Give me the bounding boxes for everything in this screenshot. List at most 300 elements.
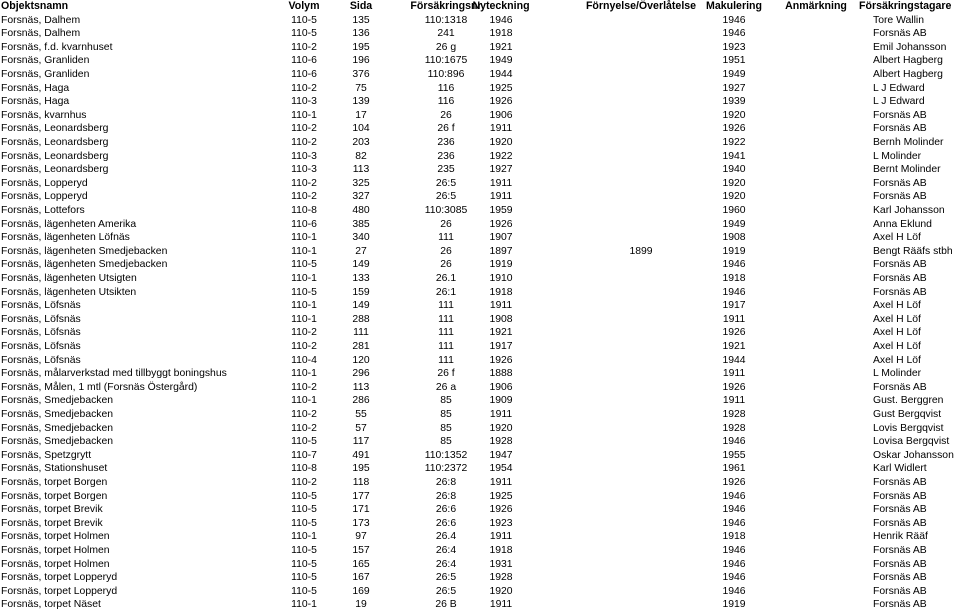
cell-forsakringstagare: Tore Wallin xyxy=(873,14,925,26)
table-row xyxy=(0,54,960,68)
cell-objektsnamn: Forsnäs, Leonardsberg xyxy=(1,150,109,162)
table-row xyxy=(0,136,960,150)
cell-forsakringsnr: 26:6 xyxy=(435,504,457,516)
cell-volym: 110-3 xyxy=(291,150,317,162)
cell-forsakringsnr: 26:5 xyxy=(435,585,457,597)
cell-objektsnamn: Forsnäs, lägenheten Löfnäs xyxy=(1,232,130,244)
cell-makulering: 1920 xyxy=(722,109,746,121)
cell-forsakringstagare: Karl Widlert xyxy=(873,463,927,475)
cell-sida: 97 xyxy=(355,531,367,543)
cell-forsakringstagare: Axel H Löf xyxy=(873,313,921,325)
cell-nyteckning: 1926 xyxy=(489,354,513,366)
cell-nyteckning: 1906 xyxy=(489,109,513,121)
cell-nyteckning: 1888 xyxy=(489,368,513,380)
cell-makulering: 1951 xyxy=(722,55,746,67)
cell-volym: 110-1 xyxy=(291,300,317,312)
cell-nyteckning: 1928 xyxy=(489,436,513,448)
cell-forsakringsnr: 26:8 xyxy=(435,490,457,502)
cell-makulering: 1941 xyxy=(722,150,746,162)
cell-forsakringsnr: 26.1 xyxy=(435,273,457,284)
cell-volym: 110-8 xyxy=(291,205,317,216)
cell-volym: 110-2 xyxy=(291,477,317,488)
cell-sida: 27 xyxy=(355,245,367,257)
cell-nyteckning: 1897 xyxy=(489,245,513,257)
cell-forsakringsnr: 116 xyxy=(437,82,455,94)
cell-sida: 173 xyxy=(352,517,370,529)
table-row xyxy=(0,286,960,300)
cell-makulering: 1922 xyxy=(722,137,746,148)
cell-forsakringstagare: Forsnäs AB xyxy=(873,123,927,135)
cell-volym: 110-6 xyxy=(291,55,317,67)
cell-forsakringstagare: Forsnäs AB xyxy=(873,191,927,203)
cell-forsakringsnr: 26 f xyxy=(437,368,455,380)
cell-forsakringsnr: 26:8 xyxy=(435,477,457,488)
cell-sida: 149 xyxy=(352,259,370,271)
cell-nyteckning: 1918 xyxy=(489,545,513,556)
cell-sida: 169 xyxy=(352,585,370,597)
cell-makulering: 1940 xyxy=(722,164,746,176)
cell-nyteckning: 1926 xyxy=(489,218,513,230)
cell-sida: 111 xyxy=(353,327,369,339)
cell-forsakringstagare: Gust. Berggren xyxy=(873,395,944,407)
cell-makulering: 1946 xyxy=(722,259,746,271)
cell-nyteckning: 1926 xyxy=(489,504,513,516)
cell-forsakringsnr: 111 xyxy=(438,232,454,244)
cell-forsakringstagare: Karl Johansson xyxy=(873,205,945,216)
cell-forsakringsnr: 235 xyxy=(437,164,455,176)
cell-forsakringstagare: Forsnäs AB xyxy=(873,477,927,488)
cell-volym: 110-4 xyxy=(291,354,317,366)
cell-volym: 110-1 xyxy=(291,245,317,257)
cell-makulering: 1918 xyxy=(722,531,746,543)
cell-volym: 110-2 xyxy=(291,123,317,135)
cell-sida: 296 xyxy=(352,368,370,380)
cell-makulering: 1921 xyxy=(722,341,746,352)
cell-volym: 110-5 xyxy=(291,259,317,271)
cell-forsakringsnr: 26:1 xyxy=(435,286,457,298)
table-row xyxy=(0,177,960,191)
cell-makulering: 1946 xyxy=(722,585,746,597)
cell-sida: 139 xyxy=(352,96,370,108)
cell-makulering: 1917 xyxy=(722,300,746,312)
cell-makulering: 1946 xyxy=(722,504,746,516)
table-row xyxy=(0,190,960,204)
cell-objektsnamn: Forsnäs, Leonardsberg xyxy=(1,137,109,148)
cell-makulering: 1926 xyxy=(722,327,746,339)
cell-sida: 340 xyxy=(352,232,370,244)
cell-forsakringsnr: 110:1675 xyxy=(424,55,468,67)
cell-nyteckning: 1923 xyxy=(489,517,513,529)
cell-forsakringstagare: Forsnäs AB xyxy=(873,490,927,502)
table-row xyxy=(0,95,960,109)
cell-forsakringsnr: 110:1318 xyxy=(424,14,468,26)
cell-volym: 110-2 xyxy=(291,327,317,339)
cell-sida: 104 xyxy=(352,123,370,135)
cell-forsakringsnr: 26:5 xyxy=(435,191,457,203)
header-sida: Sida xyxy=(349,0,373,12)
cell-nyteckning: 1921 xyxy=(489,41,513,53)
cell-forsakringsnr: 111 xyxy=(438,354,454,366)
cell-forsakringstagare: Forsnäs AB xyxy=(873,177,927,189)
cell-forsakringstagare: Forsnäs AB xyxy=(873,585,927,597)
cell-makulering: 1946 xyxy=(722,545,746,556)
cell-objektsnamn: Forsnäs, Lottefors xyxy=(1,205,85,216)
cell-nyteckning: 1907 xyxy=(489,232,513,244)
table-row xyxy=(0,517,960,531)
cell-forsakringsnr: 26 xyxy=(440,109,452,121)
cell-volym: 110-1 xyxy=(291,599,317,611)
cell-forsakringstagare: Emil Johansson xyxy=(873,41,947,53)
cell-nyteckning: 1954 xyxy=(489,463,513,475)
cell-sida: 286 xyxy=(352,395,370,407)
cell-volym: 110-1 xyxy=(291,395,317,407)
cell-forsakringstagare: Bernh Molinder xyxy=(873,137,944,148)
header-nyteckning: Nyteckning xyxy=(472,0,530,12)
cell-objektsnamn: Forsnäs, torpet Brevik xyxy=(1,517,103,529)
table-row xyxy=(0,68,960,82)
cell-nyteckning: 1917 xyxy=(489,341,513,352)
cell-sida: 327 xyxy=(352,191,370,203)
cell-makulering: 1926 xyxy=(722,477,746,488)
table-row xyxy=(0,462,960,476)
cell-objektsnamn: Forsnäs, kvarnhus xyxy=(1,109,87,121)
cell-makulering: 1926 xyxy=(722,123,746,135)
cell-volym: 110-2 xyxy=(291,422,317,434)
cell-objektsnamn: Forsnäs, torpet Näset xyxy=(1,599,101,611)
cell-forsakringstagare: Forsnäs AB xyxy=(873,28,927,40)
cell-forsakringstagare: Forsnäs AB xyxy=(873,109,927,121)
cell-makulering: 1946 xyxy=(722,28,746,40)
cell-volym: 110-5 xyxy=(291,558,317,570)
cell-fornyelse: 1899 xyxy=(629,245,653,257)
cell-sida: 288 xyxy=(352,313,370,325)
cell-forsakringstagare: Forsnäs AB xyxy=(873,286,927,298)
header-objektsnamn: Objektsnamn xyxy=(1,0,69,12)
cell-sida: 159 xyxy=(352,286,370,298)
cell-objektsnamn: Forsnäs, lägenheten Amerika xyxy=(1,218,137,230)
cell-volym: 110-5 xyxy=(291,517,317,529)
cell-makulering: 1949 xyxy=(722,218,746,230)
cell-makulering: 1939 xyxy=(722,96,746,108)
cell-forsakringstagare: Gust Bergqvist xyxy=(873,409,942,420)
cell-volym: 110-8 xyxy=(291,463,317,475)
cell-forsakringsnr: 26:4 xyxy=(435,545,457,556)
cell-nyteckning: 1959 xyxy=(489,205,513,216)
cell-nyteckning: 1918 xyxy=(489,28,513,40)
cell-sida: 167 xyxy=(352,572,370,584)
cell-forsakringstagare: Bengt Rääfs stbh xyxy=(873,245,953,257)
cell-nyteckning: 1947 xyxy=(489,449,513,461)
cell-sida: 17 xyxy=(355,109,367,121)
cell-nyteckning: 1944 xyxy=(489,69,513,80)
cell-forsakringstagare: L Molinder xyxy=(873,368,922,380)
cell-objektsnamn: Forsnäs, torpet Borgen xyxy=(1,477,108,488)
cell-forsakringstagare: Forsnäs AB xyxy=(873,504,927,516)
header-anmarkning: Anmärkning xyxy=(785,0,847,12)
cell-makulering: 1946 xyxy=(722,572,746,584)
cell-forsakringstagare: Forsnäs AB xyxy=(873,558,927,570)
cell-forsakringsnr: 116 xyxy=(437,96,455,108)
cell-makulering: 1961 xyxy=(722,463,746,475)
cell-volym: 110-5 xyxy=(291,585,317,597)
cell-objektsnamn: Forsnäs, Granliden xyxy=(1,69,90,80)
cell-sida: 376 xyxy=(352,69,370,80)
table-row xyxy=(0,367,960,381)
cell-objektsnamn: Forsnäs, f.d. kvarnhuset xyxy=(1,41,113,53)
cell-objektsnamn: Forsnäs, Leonardsberg xyxy=(1,164,109,176)
cell-nyteckning: 1928 xyxy=(489,572,513,584)
cell-forsakringsnr: 110:2372 xyxy=(424,463,468,475)
cell-sida: 113 xyxy=(352,381,370,393)
cell-forsakringstagare: Anna Eklund xyxy=(873,218,932,230)
cell-forsakringsnr: 111 xyxy=(438,300,454,312)
cell-objektsnamn: Forsnäs, torpet Holmen xyxy=(1,531,110,543)
cell-objektsnamn: Forsnäs, torpet Brevik xyxy=(1,504,103,516)
cell-objektsnamn: Forsnäs, Löfsnäs xyxy=(1,341,81,352)
cell-forsakringsnr: 85 xyxy=(440,395,452,407)
cell-forsakringsnr: 236 xyxy=(437,150,455,162)
cell-sida: 196 xyxy=(352,55,370,67)
cell-makulering: 1955 xyxy=(722,449,746,461)
table-row xyxy=(0,354,960,368)
cell-makulering: 1960 xyxy=(722,205,746,216)
cell-sida: 19 xyxy=(355,599,367,611)
cell-volym: 110-5 xyxy=(291,504,317,516)
cell-volym: 110-2 xyxy=(291,82,317,94)
cell-forsakringstagare: Axel H Löf xyxy=(873,300,921,312)
cell-volym: 110-5 xyxy=(291,286,317,298)
cell-forsakringstagare: Oskar Johansson xyxy=(873,449,954,461)
cell-objektsnamn: Forsnäs, Lopperyd xyxy=(1,177,88,189)
cell-makulering: 1911 xyxy=(722,368,746,380)
cell-forsakringsnr: 26:5 xyxy=(435,177,457,189)
table-row xyxy=(0,544,960,558)
table-row xyxy=(0,503,960,517)
table-row xyxy=(0,272,960,286)
cell-makulering: 1946 xyxy=(722,14,746,26)
table-row xyxy=(0,14,960,28)
cell-makulering: 1926 xyxy=(722,381,746,393)
cell-volym: 110-2 xyxy=(291,177,317,189)
cell-nyteckning: 1946 xyxy=(489,14,513,26)
table-row xyxy=(0,449,960,463)
cell-makulering: 1908 xyxy=(722,232,746,244)
cell-nyteckning: 1906 xyxy=(489,381,513,393)
cell-nyteckning: 1908 xyxy=(489,313,513,325)
cell-objektsnamn: Forsnäs, Målen, 1 mtl (Forsnäs Östergård) xyxy=(1,381,198,393)
cell-nyteckning: 1909 xyxy=(489,395,513,407)
cell-forsakringstagare: Forsnäs AB xyxy=(873,517,927,529)
cell-makulering: 1944 xyxy=(722,354,746,366)
cell-sida: 118 xyxy=(352,477,370,488)
cell-nyteckning: 1925 xyxy=(489,82,513,94)
table-row xyxy=(0,340,960,354)
cell-volym: 110-5 xyxy=(291,436,317,448)
cell-nyteckning: 1911 xyxy=(489,191,513,203)
table-row xyxy=(0,490,960,504)
cell-forsakringstagare: Forsnäs AB xyxy=(873,381,927,393)
cell-forsakringsnr: 241 xyxy=(437,28,455,40)
cell-forsakringstagare: Forsnäs AB xyxy=(873,545,927,556)
cell-forsakringstagare: Axel H Löf xyxy=(873,354,921,366)
cell-sida: 491 xyxy=(352,449,370,461)
table-row xyxy=(0,41,960,55)
cell-sida: 57 xyxy=(355,422,367,434)
cell-objektsnamn: Forsnäs, lägenheten Smedjebacken xyxy=(1,245,168,257)
table-row xyxy=(0,218,960,232)
cell-forsakringsnr: 26 xyxy=(440,218,452,230)
cell-makulering: 1928 xyxy=(722,409,746,420)
cell-makulering: 1918 xyxy=(722,273,746,284)
table-row xyxy=(0,381,960,395)
cell-forsakringsnr: 236 xyxy=(437,137,455,148)
cell-forsakringsnr: 26 xyxy=(440,259,452,271)
cell-sida: 55 xyxy=(355,409,367,420)
cell-nyteckning: 1911 xyxy=(489,300,513,312)
table-row xyxy=(0,150,960,164)
cell-makulering: 1946 xyxy=(722,286,746,298)
cell-objektsnamn: Forsnäs, Spetzgrytt xyxy=(1,449,92,461)
table-row xyxy=(0,299,960,313)
table-row xyxy=(0,326,960,340)
cell-sida: 171 xyxy=(352,504,370,516)
cell-volym: 110-5 xyxy=(291,28,317,40)
cell-forsakringsnr: 110:3085 xyxy=(424,205,468,216)
header-row xyxy=(0,0,960,14)
cell-objektsnamn: Forsnäs, Löfsnäs xyxy=(1,300,81,312)
cell-volym: 110-1 xyxy=(291,232,317,244)
cell-nyteckning: 1925 xyxy=(489,490,513,502)
cell-objektsnamn: Forsnäs, Granliden xyxy=(1,55,90,67)
cell-volym: 110-6 xyxy=(291,69,317,80)
cell-forsakringsnr: 111 xyxy=(438,327,454,339)
table-row xyxy=(0,313,960,327)
header-volym: Volym xyxy=(288,0,320,12)
cell-makulering: 1928 xyxy=(722,422,746,434)
cell-objektsnamn: Forsnäs, torpet Lopperyd xyxy=(1,572,118,584)
cell-forsakringstagare: Axel H Löf xyxy=(873,341,921,352)
header-forsakringsnr: Försäkringsnr xyxy=(410,0,482,12)
cell-volym: 110-2 xyxy=(291,191,317,203)
cell-nyteckning: 1949 xyxy=(489,55,513,67)
cell-objektsnamn: Forsnäs, Löfsnäs xyxy=(1,313,81,325)
table-row xyxy=(0,122,960,136)
cell-forsakringsnr: 26:6 xyxy=(435,517,457,529)
header-makulering: Makulering xyxy=(706,0,762,12)
cell-sida: 75 xyxy=(355,82,367,94)
cell-sida: 385 xyxy=(352,218,370,230)
cell-objektsnamn: Forsnäs, Smedjebacken xyxy=(1,436,114,448)
table-row xyxy=(0,435,960,449)
cell-nyteckning: 1911 xyxy=(489,409,513,420)
cell-nyteckning: 1911 xyxy=(489,177,513,189)
cell-makulering: 1923 xyxy=(722,41,746,53)
cell-nyteckning: 1927 xyxy=(489,164,513,176)
table-row xyxy=(0,27,960,41)
cell-forsakringstagare: Albert Hagberg xyxy=(873,69,943,80)
cell-forsakringsnr: 26 B xyxy=(435,599,457,611)
cell-makulering: 1919 xyxy=(722,599,746,611)
table-row xyxy=(0,82,960,96)
cell-nyteckning: 1922 xyxy=(489,150,513,162)
cell-volym: 110-2 xyxy=(291,137,317,148)
cell-makulering: 1911 xyxy=(722,313,746,325)
cell-volym: 110-1 xyxy=(291,109,317,121)
cell-nyteckning: 1911 xyxy=(489,531,513,543)
cell-forsakringstagare: Lovisa Bergqvist xyxy=(873,436,950,448)
cell-forsakringstagare: Forsnäs AB xyxy=(873,273,927,284)
cell-forsakringstagare: Axel H Löf xyxy=(873,327,921,339)
cell-objektsnamn: Forsnäs, torpet Borgen xyxy=(1,490,108,502)
cell-volym: 110-1 xyxy=(291,273,317,284)
cell-sida: 135 xyxy=(352,14,370,26)
cell-forsakringstagare: Lovis Bergqvist xyxy=(873,422,944,434)
cell-makulering: 1946 xyxy=(722,490,746,502)
cell-volym: 110-2 xyxy=(291,381,317,393)
table-row xyxy=(0,394,960,408)
cell-sida: 480 xyxy=(352,205,370,216)
cell-volym: 110-1 xyxy=(291,531,317,543)
cell-objektsnamn: Forsnäs, Dalhem xyxy=(1,28,81,40)
cell-sida: 195 xyxy=(352,463,370,475)
cell-sida: 203 xyxy=(352,137,370,148)
table-row xyxy=(0,163,960,177)
cell-makulering: 1949 xyxy=(722,69,746,80)
cell-forsakringstagare: Albert Hagberg xyxy=(873,55,943,67)
cell-forsakringsnr: 110:896 xyxy=(427,69,465,80)
table-row xyxy=(0,530,960,544)
cell-volym: 110-5 xyxy=(291,572,317,584)
cell-nyteckning: 1911 xyxy=(489,123,513,135)
cell-objektsnamn: Forsnäs, torpet Holmen xyxy=(1,545,110,556)
cell-objektsnamn: Forsnäs, Smedjebacken xyxy=(1,395,114,407)
cell-sida: 325 xyxy=(352,177,370,189)
cell-objektsnamn: Forsnäs, Leonardsberg xyxy=(1,123,109,135)
cell-objektsnamn: Forsnäs, Lopperyd xyxy=(1,191,88,203)
header-fornyelse: Förnyelse/Överlåtelse xyxy=(585,0,697,12)
cell-forsakringstagare: L Molinder xyxy=(873,150,922,162)
cell-makulering: 1946 xyxy=(722,558,746,570)
cell-volym: 110-5 xyxy=(291,14,317,26)
cell-objektsnamn: Forsnäs, målarverkstad med tillbyggt boningshus xyxy=(1,368,227,380)
cell-forsakringstagare: L J Edward xyxy=(873,96,925,108)
cell-forsakringsnr: 26 a xyxy=(435,381,457,393)
cell-forsakringsnr: 26 f xyxy=(437,123,455,135)
cell-forsakringstagare: Axel H Löf xyxy=(873,232,921,244)
cell-nyteckning: 1926 xyxy=(489,96,513,108)
table-row xyxy=(0,571,960,585)
cell-objektsnamn: Forsnäs, Haga xyxy=(1,96,70,108)
cell-makulering: 1920 xyxy=(722,177,746,189)
cell-makulering: 1920 xyxy=(722,191,746,203)
cell-nyteckning: 1911 xyxy=(489,477,513,488)
table-row xyxy=(0,558,960,572)
cell-nyteckning: 1919 xyxy=(489,259,513,271)
cell-nyteckning: 1920 xyxy=(489,422,513,434)
cell-sida: 117 xyxy=(352,436,370,448)
cell-nyteckning: 1920 xyxy=(489,137,513,148)
cell-sida: 133 xyxy=(352,273,370,284)
cell-nyteckning: 1910 xyxy=(489,273,513,284)
cell-forsakringsnr: 85 xyxy=(440,436,452,448)
cell-forsakringstagare: L J Edward xyxy=(873,82,925,94)
cell-sida: 149 xyxy=(352,300,370,312)
cell-forsakringsnr: 26:5 xyxy=(435,572,457,584)
cell-nyteckning: 1911 xyxy=(489,599,513,611)
cell-objektsnamn: Forsnäs, torpet Lopperyd xyxy=(1,585,118,597)
cell-objektsnamn: Forsnäs, Löfsnäs xyxy=(1,327,81,339)
cell-forsakringstagare: Forsnäs AB xyxy=(873,572,927,584)
